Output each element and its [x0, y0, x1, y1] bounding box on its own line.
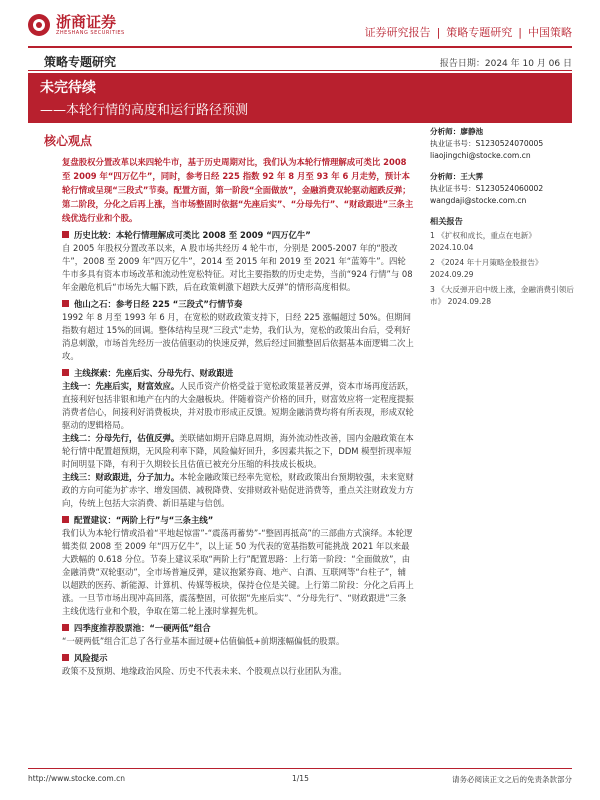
bullet-square-icon [62, 369, 69, 376]
section-head: 四季度推荐股票池：“一硬两低”组合 [74, 623, 211, 633]
theme-label: 主线一：先座后实，财富效应。 [62, 381, 180, 391]
analyst-role: 分析师： [430, 127, 461, 136]
header-divider [28, 46, 572, 48]
analyst-cert: 执业证书号：S1230524070005 [430, 139, 544, 148]
report-subtitle: ——本轮行情的高度和运行路径预测 [40, 103, 249, 118]
analyst-cert: 执业证书号：S1230524060002 [430, 184, 544, 193]
bullet-square-icon [62, 654, 69, 661]
related-report-link[interactable]: 1 《扩权和成长，重点在电新》 2024.10.04 [430, 231, 536, 252]
nav-item: 中国策略 [528, 26, 572, 39]
logo-text-en: ZHESHANG SECURITIES [56, 30, 125, 36]
analyst-name: 王大霁 [460, 172, 484, 181]
report-date: 报告日期：2024 年 10 月 06 日 [439, 59, 572, 69]
summary-paragraph: 复盘股权分置改革以来四轮牛市，基于历史周期对比，我们认为本轮行情理解成可类比 2008 至 2009 年“四万亿牛”，同时，参考日经 225 指数 92 年 8 月至 93 年 6 月走势，预计本轮行情或呈现“三段式”节奏。配置方面，第一阶段“全面做放”，金融消费双轮驱动超跌反弹；第二阶段，分化之后再上涨，当市场整固时依据“先座后实”、“分母先行”、“财政跟进”三条主线优选行业和个股。 [62, 157, 414, 223]
bullet-square-icon [62, 624, 69, 631]
analyst-card [430, 126, 578, 162]
related-report-link[interactable]: 3 《大反弹开启中级上涨，金融消费引领后市》 2024.09.28 [430, 285, 574, 306]
title-divider [28, 70, 572, 71]
section-themes [62, 367, 414, 510]
main-content [62, 155, 414, 678]
theme-item [62, 432, 414, 471]
analyst-email[interactable]: liaojingchi@stocke.com.cn [430, 151, 531, 160]
footer-divider [28, 768, 572, 769]
analyst-role: 分析师： [430, 172, 461, 181]
analyst-name: 廖静池 [460, 127, 484, 136]
section-head: 历史比较：本轮行情理解成可类比 2008 至 2009 “四万亿牛” [74, 230, 311, 240]
section-heading-core: 核心观点 [44, 134, 93, 148]
analyst-email[interactable]: wangdaji@stocke.com.cn [430, 196, 527, 205]
section-risk [62, 652, 414, 678]
footer-website[interactable]: http://www.stocke.com.cn [28, 774, 125, 783]
section-body: 自 2005 年股权分置改革以来，A 股市场共经历 4 轮牛市，分别是 2005-2007 年的“股改牛”，2008 至 2009 年“四万亿牛”，2014 至 2015 年和 2019 至 2021 年“蓝筹牛”。四轮牛市多具有资本市场改革和流动性宽松特征。对比主要指数的历史走势，当前“924 行情”与 08 年金融危机后“市场先大幅下跌，后在政策刺激下超跌大反弹”的情形高度相似。 [62, 243, 413, 292]
related-reports-heading: 相关报告 [430, 216, 463, 226]
theme-text: 本轮金融政策已经率先宽松，财政政策出台预期较强，未来宽财政的方向可能为扩赤字、增发国债、减税降费、安排财政补贴促进消费等，重点关注财政发力方向，传统上包括大宗消费、新旧基建与信创。 [62, 472, 414, 508]
bullet-square-icon [62, 300, 69, 307]
theme-item [62, 380, 414, 432]
theme-item [62, 471, 414, 510]
section-head: 主线探索：先座后实、分母先行、财政跟进 [74, 368, 234, 378]
company-logo [28, 14, 125, 36]
page-number: 1/15 [292, 774, 309, 783]
theme-text: 美联储如期开启降息周期，海外流动性改善，国内金融政策在本轮行情中配置超预期，无风险利率下降，风险偏好回升，多因素共振之下，DDM 模型折现率短时间明显下降，有利于久期较长且估值已被充分压缩的科技成长板块。 [62, 433, 414, 469]
theme-label: 主线二：分母先行，估值反弹。 [62, 433, 180, 443]
nav-item: 证券研究报告 [364, 26, 431, 39]
logo-mark-icon [28, 14, 50, 36]
analyst-card [430, 171, 578, 207]
footer-disclaimer: 请务必阅读正文之后的免责条款部分 [452, 775, 572, 784]
bullet-square-icon [62, 516, 69, 523]
bullet-square-icon [62, 231, 69, 238]
related-report-link[interactable]: 2 《2024 年十月策略金股报告》 2024.09.29 [430, 258, 543, 279]
section-body: 我们认为本轮行情或沿着“平地起惊雷”-“震荡再蓄势”-“整固再抵高”的三部曲方式演绎。本轮逻辑类似 2008 至 2009 年“四万亿牛”，以上证 50 为代表的宽基指数可能挑战 2021 年以来最大跌幅的 0.618 分位。节奏上建议采取“两阶上行”配置思路：上行第一阶段：“全面做放”，由金融消费“双轮驱动”，全市场普遍反弹，建议抱紧券商、地产、白酒、互联网等“台柱子”，辅以超跌的医药、新能源、计算机、传媒等板块，保持仓位是关键。上行第二阶段：分化之后再上涨。一旦节市场出现冲高回落，震荡整固，可依据“先座后实”、“分母先行”、“财政跟进”三条主线优选行业和个股，争取在第二轮上涨时掌握先机。 [62, 528, 414, 616]
section-history [62, 229, 414, 294]
top-nav: 证券研究报告 | 策略专题研究 | 中国策略 [364, 26, 572, 39]
theme-label: 主线三：财政跟进，分子加力。 [62, 472, 180, 482]
section-head: 风险提示 [74, 653, 108, 663]
section-body: 政策不及预期、地缘政治风险、历史不代表未来、个股观点以行业团队为准。 [62, 666, 347, 676]
section-head: 他山之石：参考日经 225 “三段式”行情节奏 [74, 299, 243, 309]
report-title: 未完待续 [40, 80, 96, 96]
section-allocation [62, 514, 414, 618]
section-body: “一硬两低”组合汇总了各行业基本面过硬+估值偏低+前期涨幅偏低的股票。 [62, 636, 345, 646]
analyst-sidebar [430, 126, 578, 308]
logo-text: 浙商证券 [56, 13, 117, 31]
theme-text: 人民币资产价格受益于宽松政策显著反弹，资本市场再度活跃，直接利好包括非银和地产在内的大金融板块。伴随着资产价格的回升，财富效应将一定程度提振消费者信心，间接利好消费板块，并对股市形成正反馈。短期金融消费均将有所表现，形成双轮驱动的逻辑格局。 [62, 381, 414, 430]
report-type: 策略专题研究 [44, 55, 117, 69]
section-head: 配置建议：“两阶上行”与“三条主线” [74, 515, 214, 525]
nav-item: 策略专题研究 [446, 26, 513, 39]
section-nikkei [62, 298, 414, 363]
section-body: 1992 年 8 月至 1993 年 6 月，在宽松的财政政策支持下，日经 225 涨幅超过 50%。但期间指数有超过 15%的回调。整体结构呈现“三段式”走势，我们认为，宽松的政策出台后，受利好消息刺激，市场首先经历一波估值驱动的快速反弹，然后经过回撤整固后依据基本面逻辑二次上攻。 [62, 312, 414, 361]
section-stock-pool [62, 622, 414, 648]
